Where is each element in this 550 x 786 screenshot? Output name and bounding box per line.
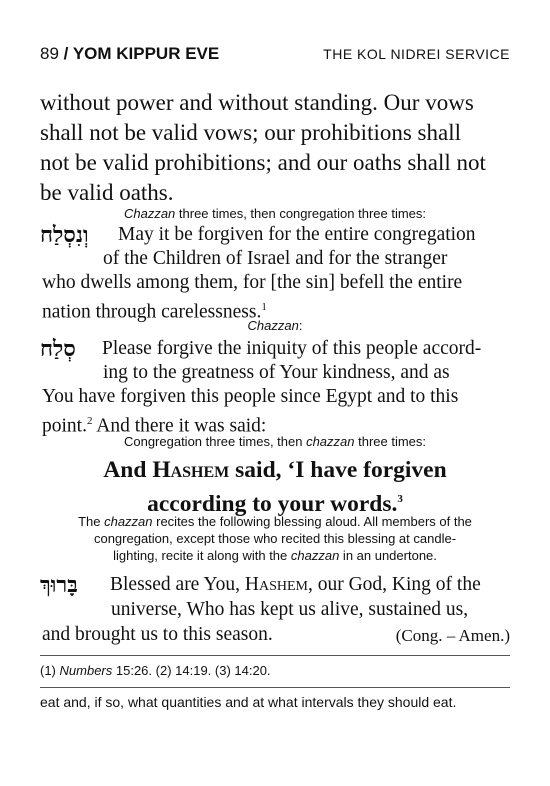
page-header: [40, 44, 510, 68]
response-text: And: [103, 457, 153, 483]
paragraph-line: point.: [42, 415, 87, 437]
page-number: 89: [40, 44, 59, 63]
instruction-role: chazzan: [104, 514, 153, 529]
paragraph-line: who dwells among them, for [the sin] befell the entire: [42, 272, 463, 293]
paragraph-line: nation through carelessness.: [42, 301, 262, 323]
footnotes: [40, 663, 271, 678]
running-head-left: [40, 44, 219, 64]
blessing-text: , our God, King of the: [307, 574, 481, 595]
instruction-text: recites the following blessing aloud. All members of the: [152, 514, 472, 529]
blessing-line: and brought us to this season.: [42, 624, 273, 645]
paragraph-line: ing to the greatness of Your kindness, and as: [103, 362, 450, 383]
intro-line: shall not be valid vows; our prohibitions shall: [40, 120, 461, 145]
instruction-text: three times:: [354, 434, 427, 449]
instruction-chazzan: [40, 318, 510, 333]
response-text: said, ‘I have forgiven: [229, 457, 447, 483]
footnote-book: Numbers: [59, 663, 113, 678]
paragraph-line: May it be forgiven for the entire congregation: [118, 224, 476, 245]
blessing-text: Blessed are You,: [110, 574, 245, 595]
instruction-congregation-chazzan: [40, 434, 510, 449]
footnote-marker: 1: [261, 301, 267, 313]
chapter-title: THE KOL NIDREI SERVICE: [323, 46, 510, 62]
instruction-text: lighting, recite it along with the: [113, 548, 291, 563]
instruction-role: Chazzan: [247, 318, 299, 333]
instruction-chazzan-congregation: [40, 206, 510, 221]
baruch-blessing: [40, 572, 510, 652]
paragraph-line: You have forgiven this people since Egypt and to this: [42, 386, 459, 407]
intro-line: not be valid prohibitions; and our oaths shall not: [40, 150, 486, 175]
divine-name: Hashem: [244, 574, 308, 595]
instruction-text: Congregation three times, then: [123, 434, 307, 449]
paragraph-line-tail: And there it was said:: [92, 415, 267, 437]
intro-paragraph: [40, 88, 508, 208]
footnote-marker: 3: [397, 493, 403, 505]
footnote-ref: 15:26.: [112, 663, 153, 678]
section-title: YOM KIPPUR EVE: [72, 44, 220, 63]
divine-name: Hashem: [152, 457, 230, 483]
instruction-text: The: [78, 514, 105, 529]
footnote-refs: (2) 14:19. (3) 14:20.: [152, 663, 271, 678]
blessing-line: universe, Who has kept us alive, sustained us,: [111, 599, 469, 620]
instruction-line: [40, 547, 510, 564]
bottom-commentary: eat and, if so, what quantities and at what intervals they should eat.: [40, 694, 457, 710]
response-text: according to your words.: [147, 490, 398, 517]
instruction-role: Chazzan: [123, 206, 176, 221]
footnote-divider: [40, 655, 510, 656]
hebrew-vnislach: וְנִסְלַח: [40, 222, 89, 248]
footnote-marker: 2: [86, 415, 93, 427]
header-separator: /: [63, 44, 69, 63]
instruction-blessing: [40, 513, 510, 564]
footnote-number: (1): [40, 663, 56, 678]
paragraph-line: of the Children of Israel and for the stranger: [103, 248, 448, 269]
paragraph-line: Please forgive the iniquity of this people accord-: [102, 338, 482, 359]
instruction-text: :: [298, 318, 303, 333]
instruction-text: three times, then congregation three times:: [175, 206, 427, 221]
intro-line: without power and without standing. Our vows: [40, 90, 474, 115]
instruction-role: chazzan: [290, 548, 340, 563]
intro-line: be valid oaths.: [40, 180, 174, 205]
response-line-1: [40, 456, 510, 485]
instruction-text: in an undertone.: [339, 548, 437, 563]
selach-paragraph: [40, 336, 510, 448]
bottom-divider: [40, 687, 510, 688]
hebrew-baruch: בָּרוּךְ: [40, 572, 78, 598]
instruction-line: [40, 513, 510, 530]
hebrew-selach: סְלַח: [40, 336, 76, 362]
congregation-response: [40, 456, 510, 519]
instruction-line: congregation, except those who recited this blessing at candle-: [93, 531, 457, 546]
congregation-amen: (Cong. – Amen.): [395, 626, 510, 645]
instruction-role: chazzan: [306, 434, 355, 449]
